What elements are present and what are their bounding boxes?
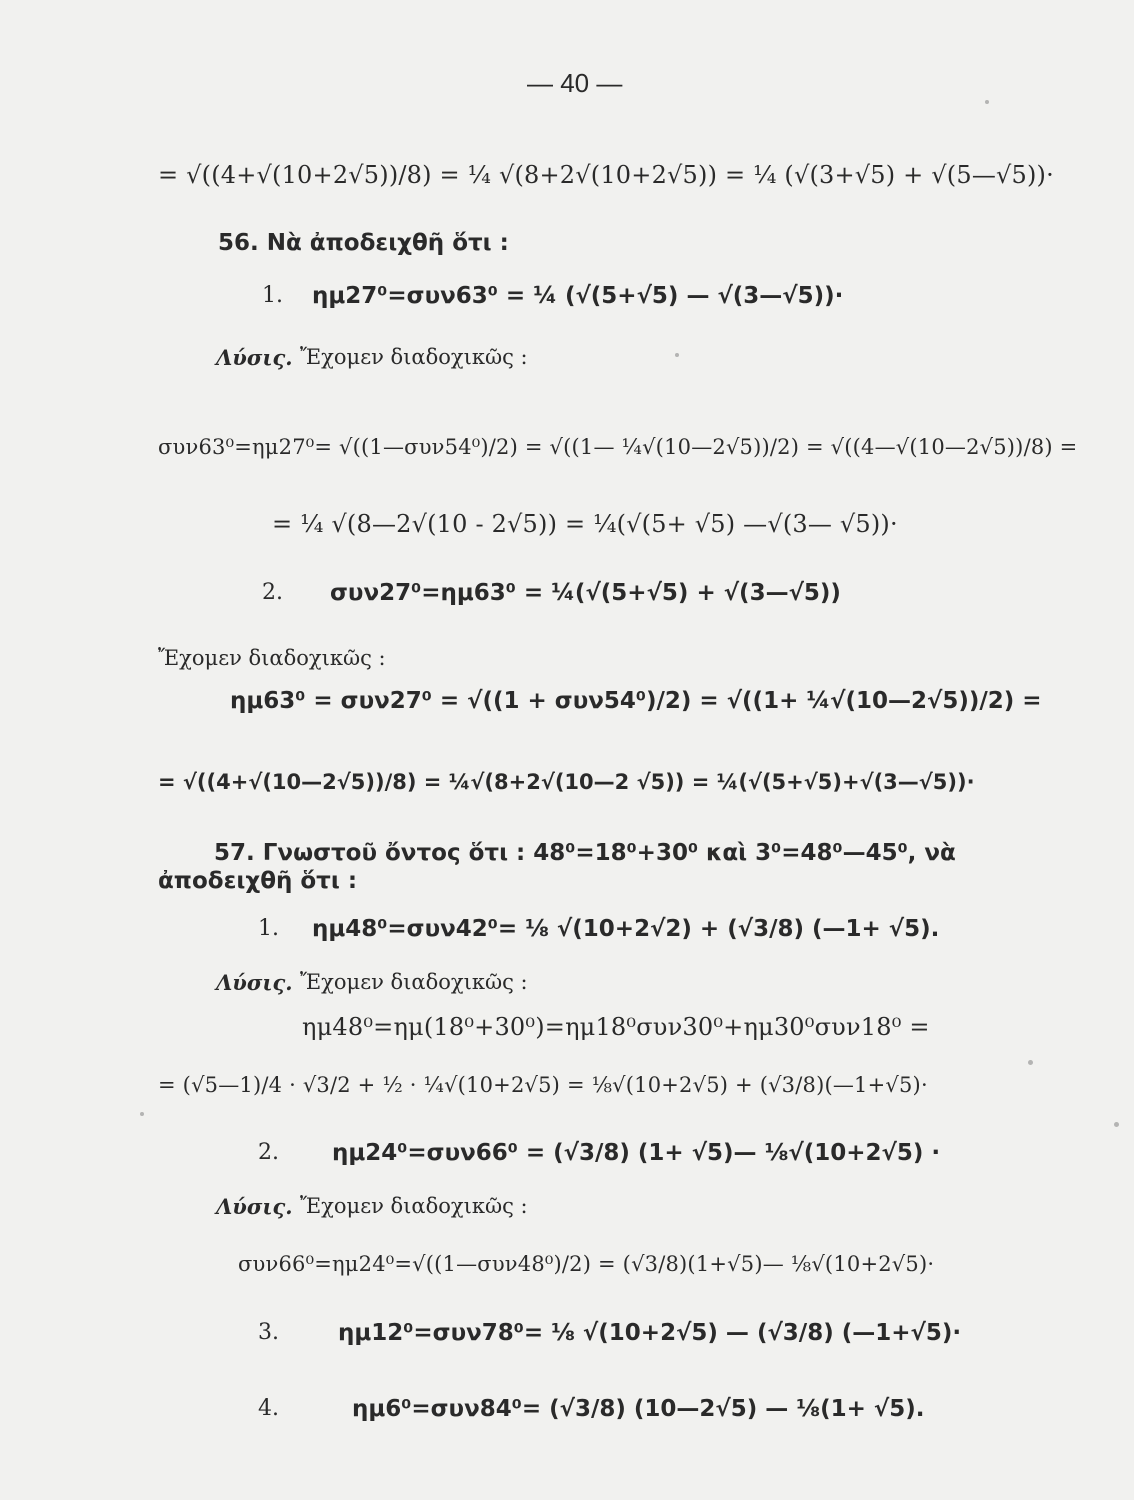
equation-line: = ¼ √(8—2√(10 - 2√5)) = ¼(√(5+ √5) —√(3— √5))·: [272, 510, 898, 538]
statement-equation: ημ6⁰=συν84⁰= (√3/8) (10—2√5) — ⅛(1+ √5).: [352, 1396, 925, 1422]
solution-intro: Ἔχομεν διαδοχικῶς :: [300, 345, 528, 369]
solution-label: Λύσις.: [216, 345, 293, 370]
page-number: — 40 —: [527, 68, 623, 98]
solution-intro: Ἔχομεν διαδοχικῶς :: [300, 1194, 528, 1218]
equation-line: ημ63⁰ = συν27⁰ = √((1 + συν54⁰)/2) = √((1+ ¼√(10—2√5))/2) =: [230, 688, 1042, 714]
statement-equation: ημ48⁰=συν42⁰= ⅛ √(10+2√2) + (√3/8) (—1+ √5).: [312, 916, 940, 942]
equation-line: = √((4+√(10—2√5))/8) = ¼√(8+2√(10—2 √5)) = ¼(√(5+√5)+√(3—√5))·: [158, 770, 975, 794]
item-number: 2.: [262, 580, 283, 605]
paper-speck: [1114, 1122, 1119, 1127]
solution-label: Λύσις.: [216, 970, 293, 995]
paper-speck: [675, 353, 679, 357]
problem-heading-57-cont: ἀποδειχθῆ ὅτι :: [158, 868, 358, 894]
problem-heading-56: 56. Νὰ ἀποδειχθῆ ὅτι :: [218, 230, 509, 256]
paper-speck: [985, 100, 989, 104]
solution-intro: Ἔχομεν διαδοχικῶς :: [158, 646, 386, 670]
equation-line: ημ48⁰=ημ(18⁰+30⁰)=ημ18⁰συν30⁰+ημ30⁰συν18⁰ =: [302, 1013, 930, 1041]
statement-equation: ημ12⁰=συν78⁰= ⅛ √(10+2√5) — (√3/8) (—1+√5)·: [338, 1320, 962, 1346]
equation-line: συν66⁰=ημ24⁰=√((1—συν48⁰)/2) = (√3/8)(1+√5)— ⅛√(10+2√5)·: [238, 1252, 935, 1276]
solution-intro: Ἔχομεν διαδοχικῶς :: [300, 970, 528, 994]
statement-equation: ημ27⁰=συν63⁰ = ¼ (√(5+√5) — √(3—√5))·: [312, 283, 844, 309]
statement-equation: ημ24⁰=συν66⁰ = (√3/8) (1+ √5)— ⅛√(10+2√5) ·: [332, 1140, 941, 1166]
statement-equation: συν27⁰=ημ63⁰ = ¼(√(5+√5) + √(3—√5)): [330, 580, 841, 606]
paper-speck: [140, 1112, 144, 1116]
item-number: 2.: [258, 1140, 279, 1165]
paper-speck: [1028, 1060, 1033, 1065]
solution-label: Λύσις.: [216, 1194, 293, 1219]
item-number: 1.: [258, 916, 279, 941]
problem-heading-57: 57. Γνωστοῦ ὄντος ὅτι : 48⁰=18⁰+30⁰ καὶ 3⁰=48⁰—45⁰, νὰ: [214, 840, 956, 866]
equation-line: = (√5—1)/4 · √3/2 + ½ · ¼√(10+2√5) = ⅛√(10+2√5) + (√3/8)(—1+√5)·: [158, 1073, 928, 1097]
equation-line: συν63⁰=ημ27⁰= √((1—συν54⁰)/2) = √((1— ¼√(10—2√5))/2) = √((4—√(10—2√5))/8) =: [158, 435, 1078, 459]
equation-line: = √((4+√(10+2√5))/8) = ¼ √(8+2√(10+2√5)) = ¼ (√(3+√5) + √(5—√5))·: [158, 161, 1054, 189]
item-number: 1.: [262, 283, 283, 308]
item-number: 3.: [258, 1320, 279, 1345]
item-number: 4.: [258, 1396, 279, 1421]
